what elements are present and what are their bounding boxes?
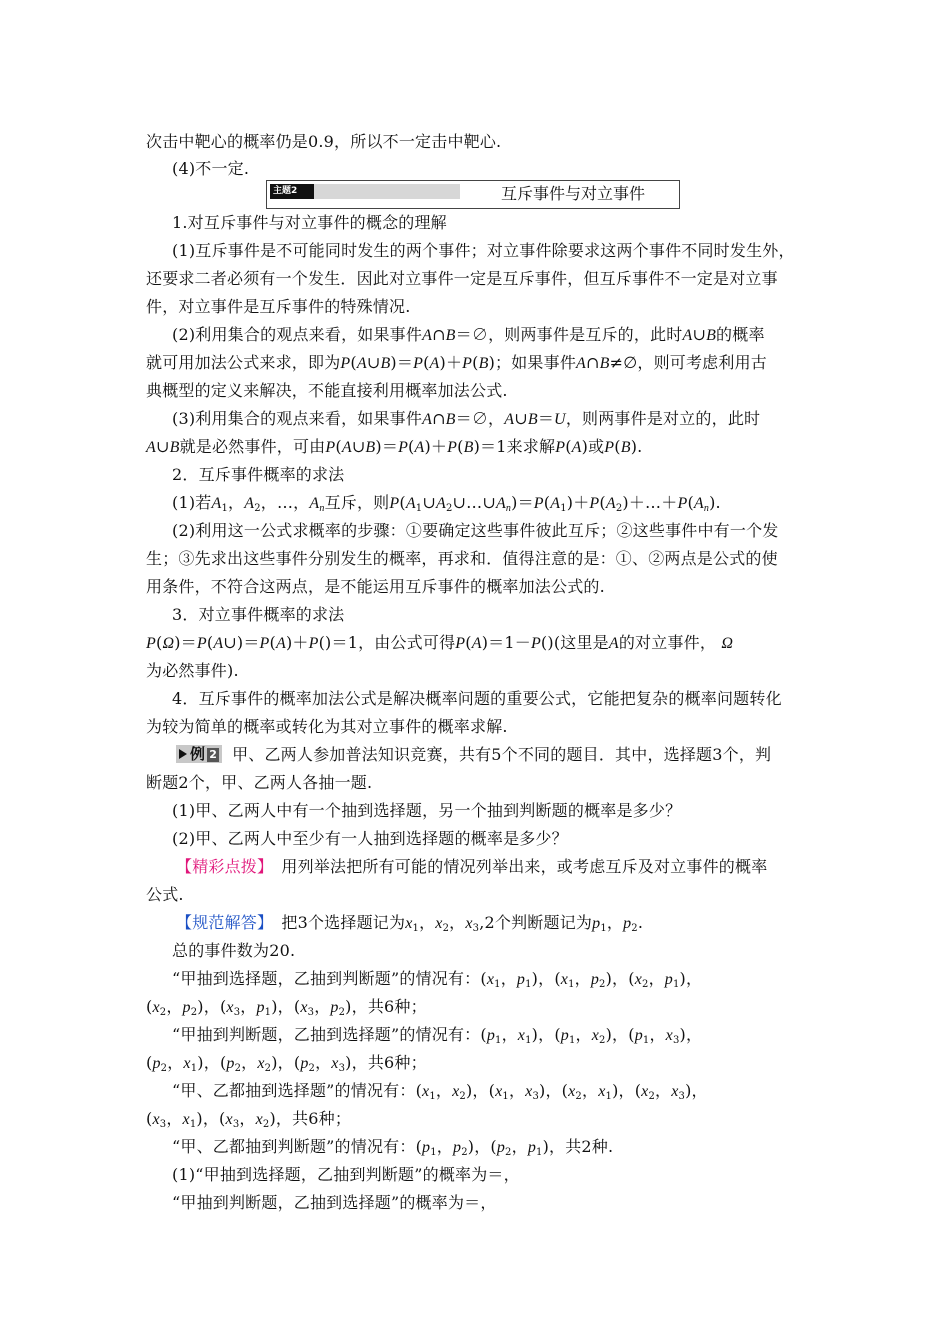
text-line: 就可用加法公式来求，即为P(A∪B)＝P(A)＋P(B)；如果事件A∩B≠∅，则可考虑利用古 xyxy=(146,353,767,372)
text-line: (2)利用集合的观点来看，如果事件A∩B＝∅，则两事件是互斥的，此时A∪B的概率 xyxy=(172,325,765,344)
text-line: P(Ω)＝P(A∪)＝P(A)＋P()＝1，由公式可得P(A)＝1－P()(这里是A的对立事件， Ω xyxy=(146,633,734,652)
text-line: (1)若$A_1$，$A_2$，…，$A_n$互斥，则$P(A_1\cup A_2\cup\dots\cup A_n)=P(A_1)+P(A_2)+\dots+P(A_n)$. xyxy=(172,493,721,514)
text-line: (3)利用集合的观点来看，如果事件A∩B＝∅，A∪B＝U，则两事件是对立的，此时 xyxy=(172,409,761,428)
text-line: “甲、乙都抽到选择题”的情况有：($x_1$，$x_2$)，($x_1$，$x_3$)，($x_2$，$x_1$)，($x_2$，$x_3$)， xyxy=(172,1081,708,1102)
section-heading: 1.对互斥事件与对立事件的概念的理解 xyxy=(172,213,447,232)
text-line: “甲抽到选择题，乙抽到判断题”的情况有：($x_1$，$p_1$)，($x_1$，$p_2$)，($x_2$，$p_1$)， xyxy=(172,969,703,990)
topic-tag-bar xyxy=(270,184,460,199)
text-line: ($p_2$，$x_1$)，($p_2$，$x_2$)，($p_2$，$x_3$)，共6种； xyxy=(146,1053,427,1074)
section-heading: 2．互斥事件概率的求法 xyxy=(172,465,345,484)
text-line: 断题2个，甲、乙两人各抽一题. xyxy=(146,773,373,792)
section-heading: 3．对立事件概率的求法 xyxy=(172,605,345,624)
text-line: 次击中靶心的概率仍是0.9，所以不一定击中靶心. xyxy=(146,132,502,151)
solution-tag: 【规范解答】 xyxy=(176,913,266,932)
hint-tag: 【精彩点拨】 xyxy=(176,857,266,876)
text-line: 总的事件数为20. xyxy=(172,941,296,960)
text-line: A∪B就是必然事件，可由P(A∪B)＝P(A)＋P(B)＝1来求解P(A)或P(B). xyxy=(146,437,643,456)
text-line: 典概型的定义来解决，不能直接利用概率加法公式. xyxy=(146,381,508,400)
text-line: “甲抽到判断题，乙抽到选择题”的概率为＝， xyxy=(172,1193,497,1212)
text-line: (1)“甲抽到选择题，乙抽到判断题”的概率为＝， xyxy=(172,1165,520,1184)
text-line: 4．互斥事件的概率加法公式是解决概率问题的重要公式，它能把复杂的概率问题转化 xyxy=(172,689,782,708)
topic-tag-label: 主题2 xyxy=(270,184,314,199)
text-line: 生；③先求出这些事件分别发生的概率，再求和．值得注意的是：①、②两点是公式的使 xyxy=(146,549,778,568)
question-line: (2)甲、乙两人中至少有一人抽到选择题的概率是多少？ xyxy=(172,829,568,848)
question-line: (1)甲、乙两人中有一个抽到选择题，另一个抽到判断题的概率是多少？ xyxy=(172,801,682,820)
text-line: 为必然事件). xyxy=(146,661,239,680)
text-line: ($x_2$，$p_2$)，($x_3$，$p_1$)，($x_3$，$p_2$)，共6种； xyxy=(146,997,427,1018)
example-line: 例 2 甲、乙两人参加普法知识竞赛，共有5个不同的题目．其中，选择题3个，判 xyxy=(176,744,771,766)
topic-header xyxy=(266,180,680,209)
text-line: ($x_3$，$x_1$)，($x_3$，$x_2$)，共6种； xyxy=(146,1109,352,1130)
text-line: 为较为简单的概率或转化为其对立事件的概率求解. xyxy=(146,717,508,736)
text-line: 用条件，不符合这两点，是不能运用互斥事件的概率加法公式的. xyxy=(146,577,605,596)
hint-line: 【精彩点拨】 用列举法把所有可能的情况列举出来，或考虑互斥及对立事件的概率 xyxy=(176,857,768,876)
topic-title: 互斥事件与对立事件 xyxy=(501,184,646,203)
example-tag: 例 2 xyxy=(176,745,222,763)
text-line: 公式. xyxy=(146,885,184,904)
text-line: 还要求二者必须有一个发生．因此对立事件一定是互斥事件，但互斥事件不一定是对立事 xyxy=(146,269,778,288)
text-line: “甲、乙都抽到判断题”的情况有：($p_1$，$p_2$)，($p_2$，$p_1$)，共2种. xyxy=(172,1137,614,1158)
text-line: (1)互斥事件是不可能同时发生的两个事件；对立事件除要求这两个事件不同时发生外， xyxy=(172,241,795,260)
text-line: (4)不一定. xyxy=(172,159,250,178)
text-line: “甲抽到判断题，乙抽到选择题”的情况有：($p_1$，$x_1$)，($p_1$，$x_2$)，($p_1$，$x_3$)， xyxy=(172,1025,703,1046)
text-line: 件，对立事件是互斥事件的特殊情况. xyxy=(146,297,411,316)
solution-line: 【规范解答】 把3个选择题记为$x_1$，$x_2$，$x_3,2$个判断题记为$p_1$，$p_2$. xyxy=(176,913,644,934)
text-line: (2)利用这一公式求概率的步骤：①要确定这些事件彼此互斥；②这些事件中有一个发 xyxy=(172,521,779,540)
